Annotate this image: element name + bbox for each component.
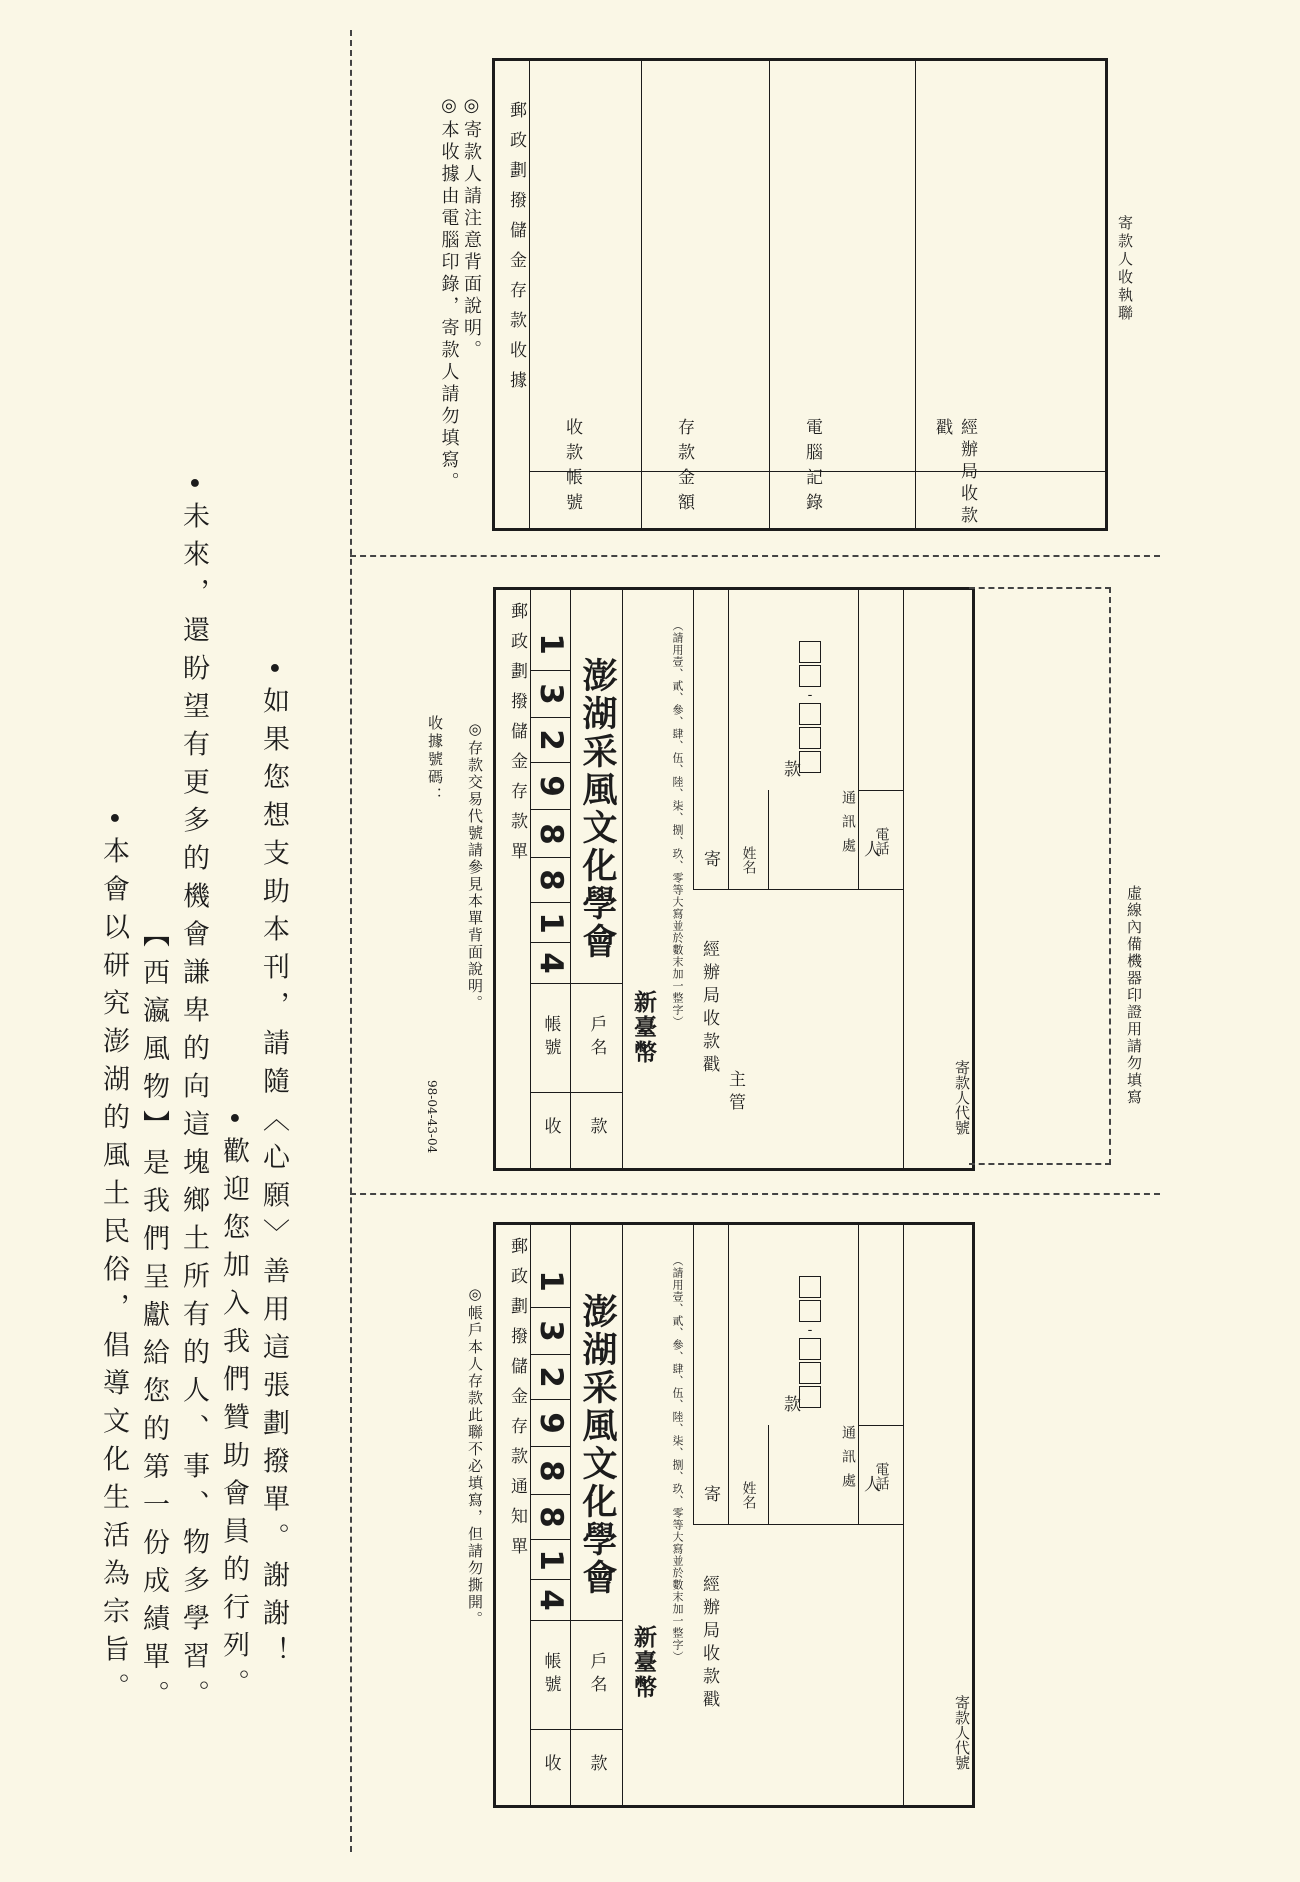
postal-code-box[interactable]: [799, 1362, 821, 1384]
kuan-label: 款: [586, 1753, 607, 1777]
account-holder-name: 澎湖采風文化學會: [577, 657, 617, 961]
account-holder-label: 戶名: [571, 983, 623, 1093]
receipt-footer: 寄款人收執聯: [1116, 215, 1134, 323]
depositor-kuan-label: 款: [780, 1395, 800, 1418]
phone-field[interactable]: [858, 1225, 904, 1425]
account-digit-6: 2: [531, 718, 571, 763]
notice-amount-area: [622, 1225, 972, 1805]
receive-label: 收: [540, 1116, 561, 1140]
notice-name-row: [570, 1225, 622, 1805]
amount-note: （請用壹、貳、參、肆、伍、陸、柒、捌、玖、零等大寫並於數末加一整字）: [671, 1255, 684, 1663]
account-digit-2: 1: [531, 1540, 571, 1580]
amount-note: （請用壹、貳、參、肆、伍、陸、柒、捌、玖、零等大寫並於數末加一整字）: [671, 620, 684, 1028]
depositor-ren-label: 人: [860, 1475, 880, 1498]
receipt-account-label: 收款帳號: [562, 418, 582, 518]
receipt-note-2: ◎寄款人請注意背面說明。: [461, 95, 482, 362]
postal-code-boxes[interactable]: [770, 640, 850, 790]
notice-account-row: [530, 1225, 570, 1805]
kuan-label: 款: [586, 1116, 607, 1140]
phone-field-label: 電話: [858, 790, 904, 890]
name-field[interactable]: [728, 1225, 768, 1465]
account-digit-7: 3: [531, 1308, 571, 1355]
account-holder-label: 戶名: [571, 1620, 623, 1730]
postal-code-box[interactable]: [799, 703, 821, 725]
intro-line-1: •本會以研究澎湖的風土民俗，倡導文化生活為宗旨。: [98, 810, 129, 1711]
handling-office-label: 經辦局收款戳: [699, 1575, 719, 1713]
depositor-ren-label: 人: [860, 840, 880, 863]
address-field-label: 通訊處: [768, 1425, 858, 1525]
receipt-notes: [437, 95, 482, 494]
depositor-block: [693, 590, 903, 890]
receipt-row-account: [529, 61, 641, 528]
deposit-name-row: [570, 590, 622, 1168]
amount-label: 新臺幣: [630, 1625, 657, 1700]
account-holder-name: 澎湖采風文化學會: [577, 1293, 617, 1597]
receipt-number-label: 收據號碼：: [426, 715, 444, 805]
account-digit-1: 4: [532, 1589, 569, 1611]
handling-office-label: 經辦局收款戳: [699, 940, 719, 1078]
depositor-block: [693, 1225, 903, 1525]
account-digit-5: 9: [531, 763, 571, 810]
postal-code-box[interactable]: [799, 665, 821, 687]
receipt-amount-label: 存款金額: [674, 418, 694, 518]
cut-line-horizontal-lower: [350, 1193, 1160, 1195]
name-field[interactable]: [728, 590, 768, 830]
notice-slip-title: 郵政劃撥儲金存款通知單: [507, 1237, 527, 1567]
receipt-label-divider: [529, 471, 1105, 472]
receipt-row-stamp: [915, 61, 1105, 528]
account-digit-8: 1: [531, 618, 571, 671]
deposit-instruction: ◎存款交易代號請參見本單背面說明。: [466, 720, 484, 1012]
account-digit-4: 8: [531, 810, 571, 858]
account-digit-2: 1: [531, 903, 571, 943]
postal-code-box[interactable]: [799, 641, 821, 663]
deposit-amount-area: [622, 590, 972, 1168]
account-digit-6: 2: [531, 1355, 571, 1400]
postal-code-box[interactable]: [799, 1300, 821, 1322]
intro-line-3: •未來，還盼望有更多的機會謙卑的向這塊鄉土所有的人、事、物多學習。: [178, 475, 209, 1718]
form-code: 98-04-43-04: [425, 1080, 439, 1154]
machine-validation-note: 虛線內備機器印證用請勿填寫: [1125, 885, 1143, 1106]
account-digit-3: 8: [531, 858, 571, 903]
receipt-stamp-label: 經辦局收款戳: [932, 418, 977, 528]
supervisor-label: 主管: [725, 1070, 745, 1116]
notice-instruction: ◎帳戶本人存款此聯不必填寫，但請勿撕開。: [466, 1285, 484, 1628]
receipt-row-amount: [641, 61, 769, 528]
machine-validation-box: [969, 587, 1111, 1165]
cut-line-vertical: [350, 30, 352, 1852]
account-digit-7: 3: [531, 671, 571, 718]
postal-code-box[interactable]: [799, 727, 821, 749]
receipt-row-record: [769, 61, 915, 528]
postal-code-box[interactable]: [799, 751, 821, 773]
receive-label: 收: [540, 1753, 561, 1777]
cut-line-horizontal-upper: [350, 555, 1160, 557]
receipt-slip: [492, 58, 1108, 531]
deposit-account-row: [530, 590, 570, 1168]
depositor-ji-label: 寄: [700, 850, 720, 873]
name-field-label: 姓名: [728, 1465, 768, 1525]
notice-slip: [493, 1222, 975, 1808]
account-digit-8: 1: [531, 1255, 571, 1308]
address-field-label: 通訊處: [768, 790, 858, 890]
postal-code-box[interactable]: [799, 1386, 821, 1408]
receipt-slip-title: 郵政劃撥儲金存款收據: [506, 101, 526, 401]
account-label: 帳號: [531, 983, 571, 1093]
receipt-record-label: 電腦記錄: [802, 418, 822, 518]
depositor-code-label: 寄款人代號: [903, 590, 973, 1168]
deposit-slip-title: 郵政劃撥儲金存款單: [507, 602, 527, 872]
intro-line-4: •歡迎您加入我們贊助會員的行列。: [218, 1110, 249, 1707]
intro-line-5: •如果您想支助本刊，請隨〈心願〉善用這張劃撥單。謝謝！: [258, 660, 289, 1675]
account-label: 帳號: [531, 1620, 571, 1730]
amount-label: 新臺幣: [630, 990, 657, 1065]
postal-code-hyphen: -: [807, 1322, 813, 1338]
deposit-slip: [493, 587, 975, 1171]
account-digit-1: 4: [532, 952, 569, 974]
postal-code-hyphen: -: [807, 687, 813, 703]
intro-line-2: 【西瀛風物】是我們呈獻給您的第一份成績單。: [138, 920, 169, 1718]
account-digit-5: 9: [531, 1400, 571, 1447]
postal-code-box[interactable]: [799, 1338, 821, 1360]
depositor-ji-label: 寄: [700, 1485, 720, 1508]
depositor-code-label: 寄款人代號: [903, 1225, 973, 1805]
account-digit-4: 8: [531, 1447, 571, 1495]
account-digit-3: 8: [531, 1495, 571, 1540]
phone-field[interactable]: [858, 590, 904, 790]
postal-code-box[interactable]: [799, 1276, 821, 1298]
phone-field-label: 電話: [858, 1425, 904, 1525]
postal-code-boxes[interactable]: [770, 1275, 850, 1425]
receipt-note-1: ◎本收據由電腦印錄，寄款人請勿填寫。: [438, 95, 460, 494]
name-field-label: 姓名: [728, 830, 768, 890]
depositor-kuan-label: 款: [780, 760, 800, 783]
